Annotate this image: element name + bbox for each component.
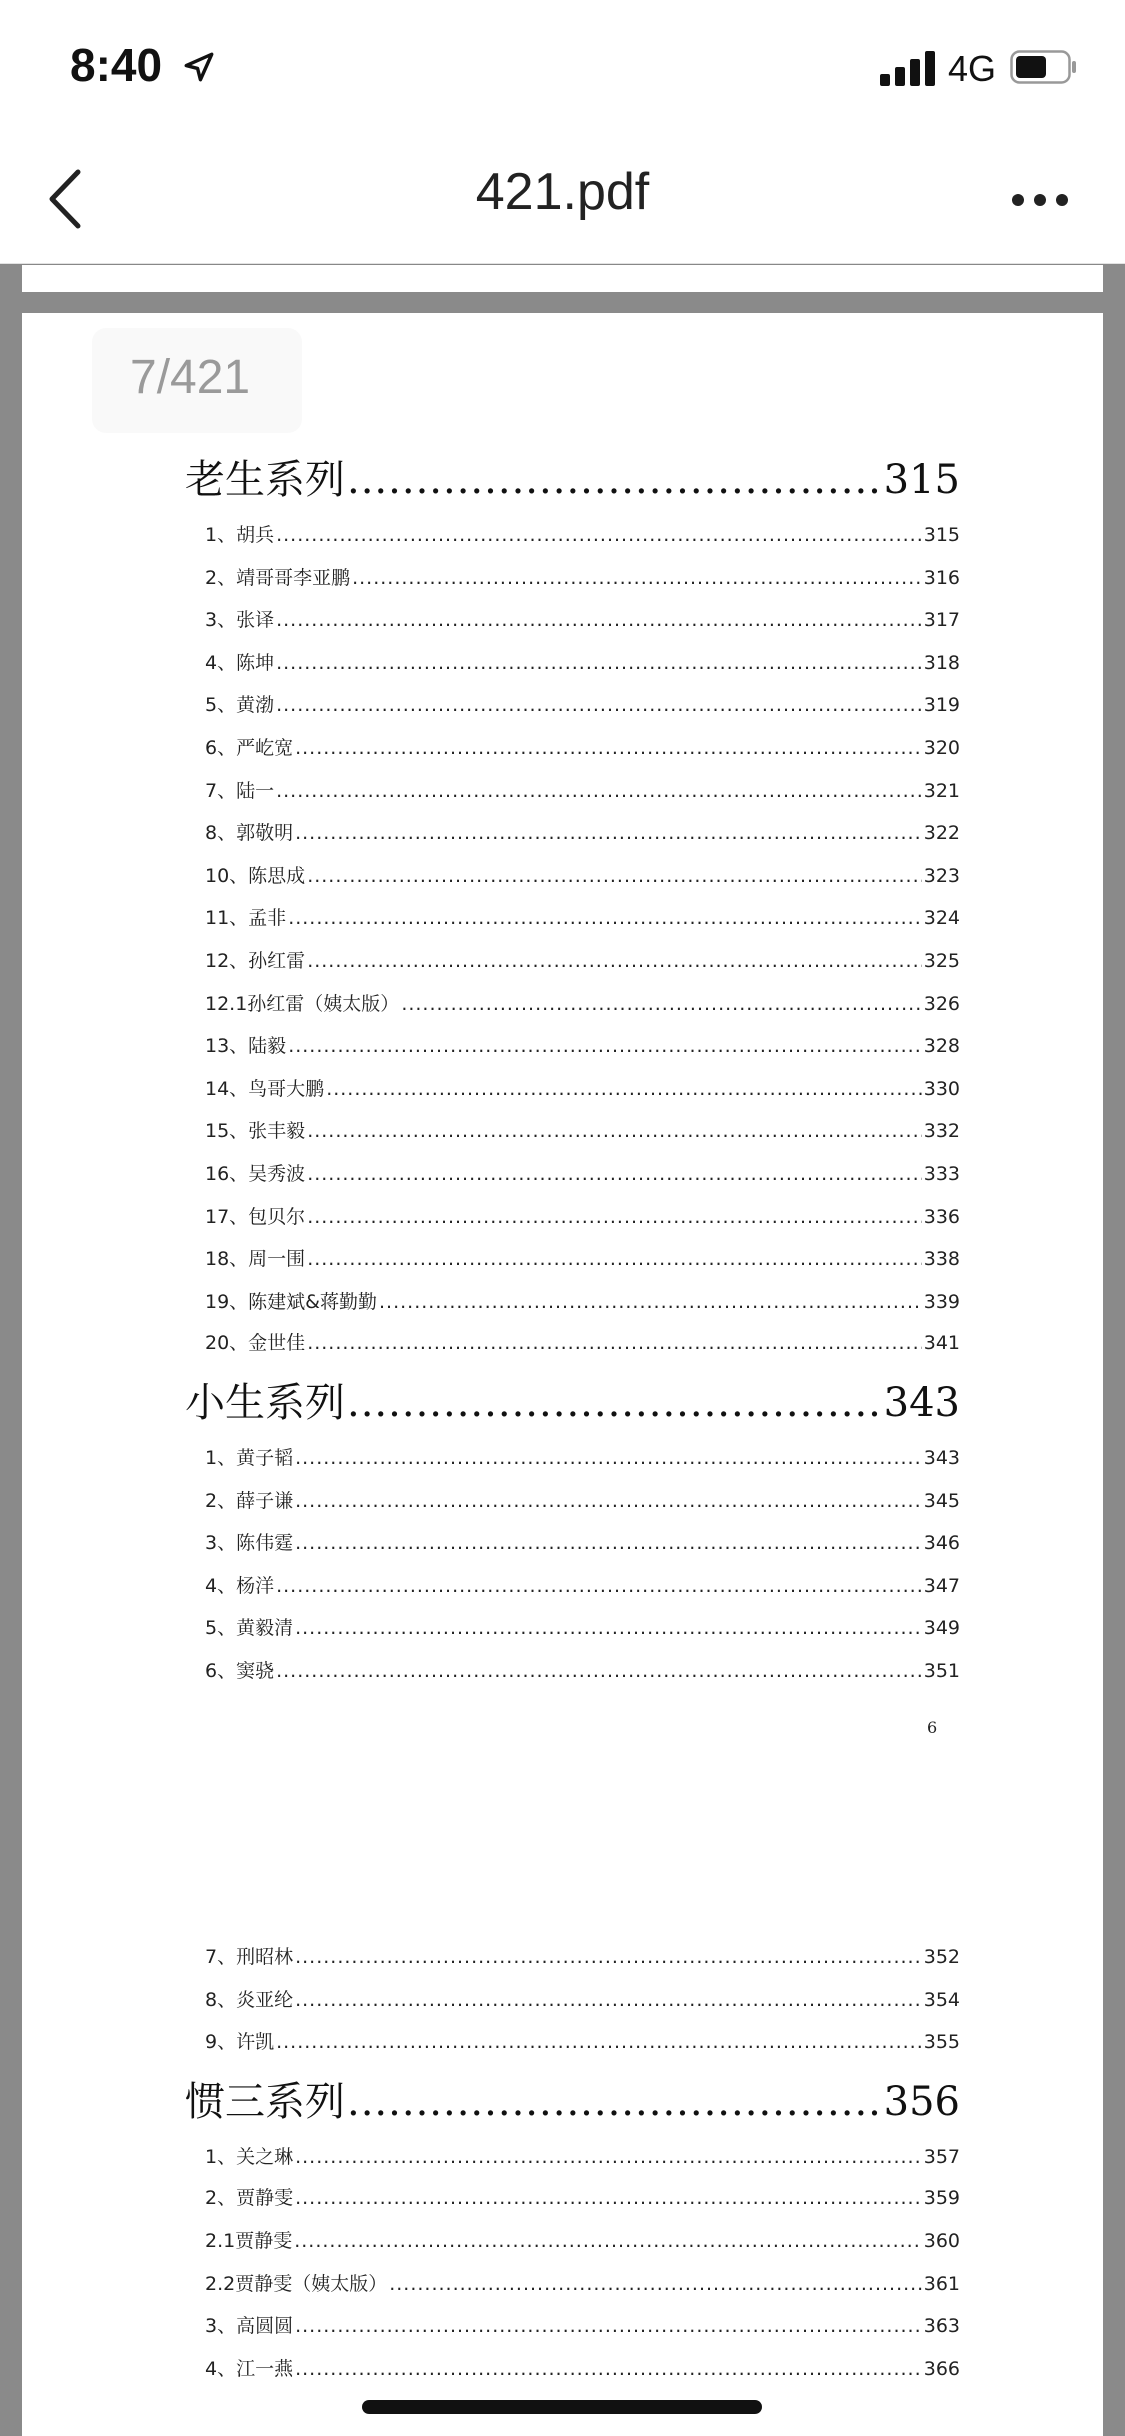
more-dot-icon (1056, 194, 1068, 206)
toc-entry[interactable]: 5、黄毅清 ..... 349 (205, 1613, 960, 1640)
pdf-page (22, 1865, 1103, 2436)
toc-entry[interactable]: 15、张丰毅 ..... 332 (205, 1116, 960, 1143)
toc-entry[interactable]: 19、陈建斌&蒋勤勤 ..... 339 (205, 1287, 960, 1314)
toc-entry[interactable]: 7、陆一 ..... 321 (205, 776, 960, 803)
cellular-signal-icon (880, 50, 936, 86)
toc-entry[interactable]: 7、刑昭林 ..... 352 (205, 1942, 960, 1969)
toc-section-heading[interactable]: 小生系列 ..... 343 (185, 1371, 960, 1428)
toc-entry[interactable]: 11、孟非 ..... 324 (205, 903, 960, 930)
toc-entry[interactable]: 13、陆毅 ..... 328 (205, 1031, 960, 1058)
battery-icon (1010, 50, 1078, 84)
toc-entry[interactable]: 4、杨洋 ..... 347 (205, 1571, 960, 1598)
toc-entry[interactable]: 17、包贝尔 ..... 336 (205, 1202, 960, 1229)
toc-entry[interactable]: 10、陈思成 ..... 323 (205, 861, 960, 888)
toc-entry[interactable]: 3、陈伟霆 ..... 346 (205, 1528, 960, 1555)
toc-entry[interactable]: 3、高圆圆 ..... 363 (205, 2311, 960, 2338)
document-title: 421.pdf (475, 163, 650, 221)
toc-entry[interactable]: 4、江一燕 ..... 366 (205, 2354, 960, 2381)
toc-entry[interactable]: 2、靖哥哥李亚鹏 ..... 316 (205, 563, 960, 590)
home-indicator[interactable] (362, 2400, 762, 2414)
toc-entry[interactable]: 1、关之琳 ..... 357 (205, 2142, 960, 2169)
toc-entry[interactable]: 3、张译 ..... 317 (205, 605, 960, 632)
toc-entry[interactable]: 6、窦骁 ..... 351 (205, 1656, 960, 1683)
page-footer-number: 6 (927, 1718, 938, 1737)
toc-entry[interactable]: 12、孙红雷 ..... 325 (205, 946, 960, 973)
page-indicator (92, 328, 302, 433)
toc-entry[interactable]: 1、胡兵 ..... 315 (205, 520, 960, 547)
more-options-button[interactable] (1010, 180, 1070, 220)
toc-entry[interactable]: 14、鸟哥大鹏 ..... 330 (205, 1074, 960, 1101)
toc-section-heading[interactable]: 惯三系列 ..... 356 (185, 2070, 960, 2127)
toc-entry[interactable]: 2、贾静雯 ..... 359 (205, 2183, 960, 2210)
more-dot-icon (1034, 194, 1046, 206)
toc-entry[interactable]: 2.2贾静雯（姨太版） ..... 361 (205, 2269, 960, 2296)
network-type: 4G (948, 48, 997, 89)
toc-entry[interactable]: 9、许凯 ..... 355 (205, 2027, 960, 2054)
previous-page (22, 265, 1103, 292)
pdf-viewer[interactable] (0, 265, 1125, 2436)
toc-entry[interactable]: 4、陈坤 ..... 318 (205, 648, 960, 675)
pdf-page (22, 313, 1103, 1888)
toc-entry[interactable]: 1、黄子韬 ..... 343 (205, 1443, 960, 1470)
status-bar (0, 0, 1125, 132)
toc-section-heading[interactable]: 老生系列 ..... 315 (185, 448, 960, 505)
toc-entry[interactable]: 2、薛子谦 ..... 345 (205, 1486, 960, 1513)
toc-entry[interactable]: 6、严屹宽 ..... 320 (205, 733, 960, 760)
toc-entry[interactable]: 5、黄渤 ..... 319 (205, 690, 960, 717)
location-arrow-icon (182, 50, 216, 84)
toc-entry[interactable]: 16、吴秀波 ..... 333 (205, 1159, 960, 1186)
status-time: 8:40 (70, 39, 163, 91)
toc-entry[interactable]: 20、金世佳 ..... 341 (205, 1328, 960, 1355)
page-indicator-label: 7/421 (130, 351, 251, 404)
toc-entry[interactable]: 8、炎亚纶 ..... 354 (205, 1985, 960, 2012)
toc-entry[interactable]: 2.1贾静雯 ..... 360 (205, 2226, 960, 2253)
nav-bar (0, 132, 1125, 264)
toc-entry[interactable]: 18、周一围 ..... 338 (205, 1244, 960, 1271)
watermark: 知乎 @Tydan (885, 2374, 1085, 2412)
toc-entry[interactable]: 12.1孙红雷（姨太版） ..... 326 (205, 989, 960, 1016)
toc-entry[interactable]: 8、郭敬明 ..... 322 (205, 818, 960, 845)
more-dot-icon (1012, 194, 1024, 206)
